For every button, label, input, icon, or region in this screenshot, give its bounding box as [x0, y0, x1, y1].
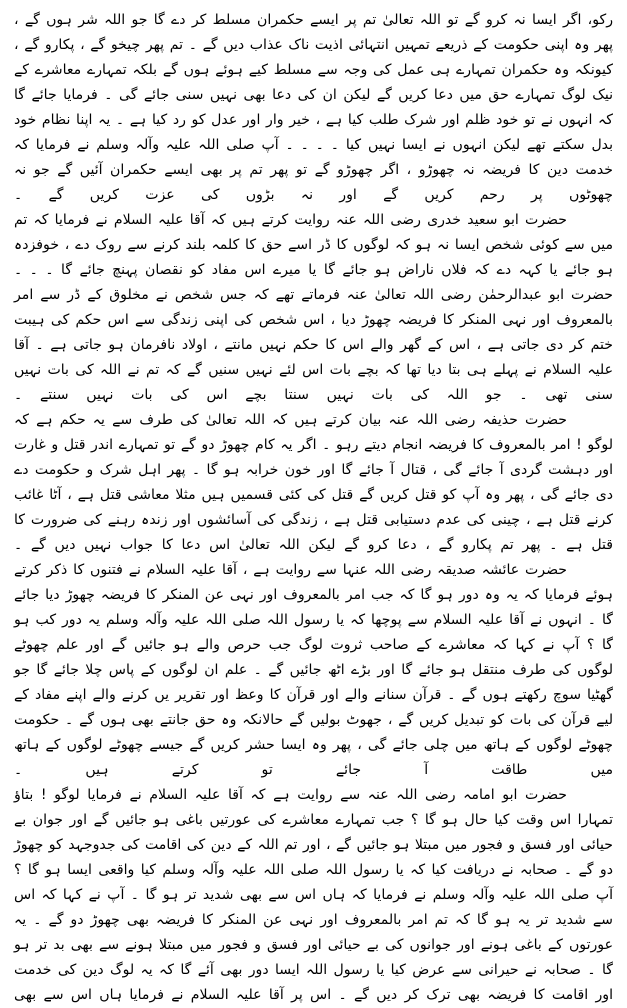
paragraph — [14, 208, 613, 408]
paragraph — [14, 558, 613, 783]
paragraph-text: حضرت ابو امامہ رضی اللہ عنہ سے روایت ہے کہ آقا علیہ السلام نے فرمایا لوگو ! بتاؤ تمہارا اس وقت کیا حال ہو گا ؟ جب تمہارے معاشرے کی عورتیں باغی ہو جائیں گے اور جوان بے حیائی اور فسق و فجور میں مبتلا ہو جائیں گے ، اور تم اللہ کے دین کی اقامت کی جدوجہد کو چھوڑ دو گے ۔ صحابہ نے دریافت کیا کہ یا رسول اللہ صلی اللہ علیہ وآلہ وسلم کیا واقعی ایسا ہو گا ؟ آپ صلی اللہ علیہ وآلہ وسلم نے فرمایا کہ ہاں اس سے بھی شدید تر ہو گا ۔ آپ نے کہا کہ اس سے شدید تر یہ ہو گا کہ تم امر بالمعروف اور نہی عن المنکر کا فریضہ بھی چھوڑ دو گے ۔ یہ عورتوں کے باغی ہونے اور جوانوں کی بے حیائی اور فسق و فجور میں مبتلا ہونے سے بھی بد تر ہو گا ۔ صحابہ نے حیرانی سے عرض کیا یا رسول اللہ ایسا دور بھی آئے گا کہ یہ لوگ دین کی خدمت اور اقامت کا فریضہ بھی ترک کر دیں گے ۔ اس پر آقا علیہ السلام نے فرمایا ہاں اس سے بھی — [14, 787, 613, 1003]
paragraph-text: حضرت حذیفہ رضی اللہ عنہ بیان کرتے ہیں کہ اللہ تعالیٰ کی طرف سے یہ حکم ہے کہ لوگو ! امر بالمعروف کا فریضہ انجام دیتے رہو ۔ اگر یہ کام چھوڑ دو گے تو تمہارے اندر قتل و غارت اور دہشت گردی آ جائے گی ، قتال آ جائے گا اور خون خرابہ ہو گا ۔ پھر اہل شرک و حکومت دے دی جائے گی ، پھر وہ آپ کو قتل کریں گے قتل کی کئی قسمیں ہیں مثلا معاشی قتل ہے ، آٹا غائب کرنے قتل ہے ، چینی کی عدم دستیابی قتل ہے ، زندگی کی آسائشوں اور زندہ رہنے کی ضرورت کا قتل ہے ۔ پھر تم پکارو گے ، دعا کرو گے لیکن اللہ تعالیٰ اس دعا کا جواب نہیں دیں گے ۔ — [14, 412, 613, 553]
document-text-body — [14, 8, 613, 1008]
paragraph-text: حضرت ابو سعید خدری رضی اللہ عنہ روایت کرتے ہیں کہ آقا علیہ السلام نے فرمایا کہ تم میں سے کوئی شخص ایسا نہ ہو کہ لوگوں کا ڈر اسے حق کا کلمہ بلند کرنے سے روک دے ، خوفزدہ ہو جائے یا کہہ دے کہ فلاں ناراض ہو جائے گا یا میرے اس مفاد کو نقصان پہنچ جائے گا ۔ ۔ ۔ حضرت ابو عبدالرحمٰن رضی اللہ تعالیٰ عنہ فرماتے تھے کہ جس شخص نے مخلوق کے ڈر سے امر بالمعروف اور نہی المنکر کا فریضہ چھوڑ دیا ، اس شخص کی اپنی زندگی سے اس حکم کی ہیبت ختم کر دی جاتی ہے ، اس کے گھر والے اس کا حکم نہیں مانتے ، اولاد نافرمان ہو جاتی ہے ۔ آقا علیہ السلام نے پہلے ہی بتا دیا تھا کہ بچے بات اس لئے نہیں سنیں گے کہ تم نے اللہ کی بات نہیں سنی تھی ۔ جو اللہ کی بات نہیں سنتا بچے اس کی بات نہیں سنتے ۔ — [14, 212, 613, 403]
paragraph-text: حضرت عائشہ صدیقہ رضی اللہ عنہا سے روایت ہے ، آقا علیہ السلام نے فتنوں کا ذکر کرتے ہوئے فرمایا کہ یہ وہ دور ہو گا کہ جب امر بالمعروف اور نہی عن المنکر کا فریضہ چھوڑ دیا جائے گا ۔ انہوں نے آقا علیہ السلام سے پوچھا کہ یا رسول اللہ صلی اللہ علیہ وآلہ وسلم یہ دور کب ہو گا ؟ آپ نے کہا کہ معاشرے کے صاحب ثروت لوگ جب حرص والے ہو جائیں گے اور علم چھوٹے لوگوں کی طرف منتقل ہو جائے گا اور بڑے اٹھ جائیں گے ۔ علم ان لوگوں کے پاس چلا جائے گا جو گھٹیا سوچ رکھتے ہوں گے ۔ قرآن سنانے والے اور قرآن کا وعظ اور تقریر یں کرنے والے اپنے مفاد کے لیے قرآن کی بات کو تبدیل کریں گے ، جھوٹ بولیں گے حالانکہ وہ حق جانتے بھی ہوں گے ۔ حکومت چھوٹے لوگوں کے ہاتھ میں چلی جائے گی ، پھر وہ ایسا حشر کریں گے جیسے چھوٹے لوگوں کے ہاتھ میں طاقت آ جائے تو کرتے ہیں ۔ — [14, 562, 613, 778]
paragraph — [14, 408, 613, 558]
paragraph — [14, 8, 613, 208]
paragraph — [14, 783, 613, 1008]
paragraph-text: رکو، اگر ایسا نہ کرو گے تو اللہ تعالیٰ تم پر ایسے حکمران مسلط کر دے گا جو اللہ شر ہوں گے ، پھر وہ اپنی حکومت کے ذریعے تمہیں انتہائی اذیت ناک عذاب دیں گے ۔ تم پھر چیخو گے ، پکارو گے ، کیونکہ وہ حکمران تمہارے ہی عمل کی وجہ سے مسلط کیے ہوئے ہوں گے بلکہ تمہارے معاشرے کے نیک لوگ تمہارے حق میں دعا کریں گے لیکن ان کی دعا بھی نہیں سنی جائے گی ۔ فرمایا جائے گا کہ انہوں نے تو خود ظلم اور شرک طلب کیا ہے ، خیر وار اور عدل کو رد کیا ہے ۔ یہ اپنا نظام خود بدل سکتے تھے لیکن انہوں نے ایسا نہیں کیا ۔ ۔ ۔ ۔ آپ صلی اللہ علیہ وآلہ وسلم نے فرمایا کہ خدمت دین کا فریضہ نہ چھوڑو ، اگر چھوڑو گے تو پھر تم پر بھی ایسے حکمران آئیں گے جو نہ چھوٹوں پر رحم کریں گے اور نہ بڑوں کی عزت کریں گے ۔ — [14, 12, 613, 203]
